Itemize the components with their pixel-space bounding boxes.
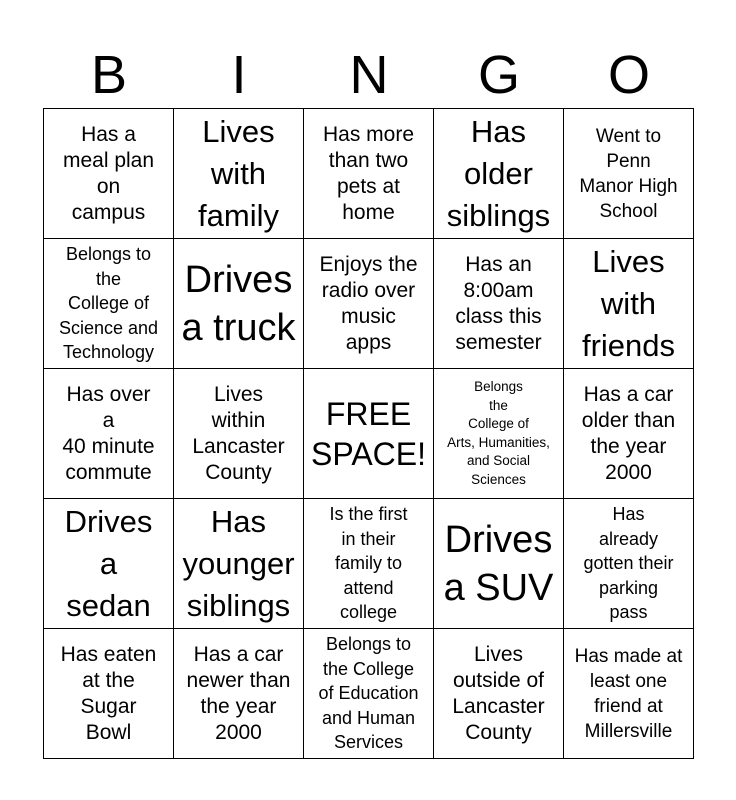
bingo-cell-r3c5[interactable] xyxy=(564,369,694,499)
bingo-cell-r4c4[interactable] xyxy=(434,499,564,629)
bingo-cell-r1c4[interactable] xyxy=(434,109,564,239)
bingo-cell-r3c4[interactable] xyxy=(434,369,564,499)
bingo-cell-r4c1[interactable] xyxy=(44,499,174,629)
cell-text: Has more than two pets at home xyxy=(322,122,415,224)
header-letter-b: B xyxy=(90,45,128,105)
bingo-cell-r2c1[interactable] xyxy=(44,239,174,369)
cell-text: Drives a truck xyxy=(181,258,296,349)
free-space-text: FREE SPACE! xyxy=(311,395,426,472)
cell-text: Has already gotten their parking pass xyxy=(583,504,674,623)
header-letter-g: G xyxy=(477,45,520,105)
header-letter-o: O xyxy=(607,45,650,105)
bingo-cell-r5c1[interactable] xyxy=(44,629,174,759)
bingo-cell-r2c5[interactable] xyxy=(564,239,694,369)
bingo-cell-r1c3[interactable] xyxy=(304,109,434,239)
cell-text: Has an 8:00am class this semester xyxy=(455,252,542,354)
header-letter-n: N xyxy=(349,45,389,105)
cell-text: Belongs the College of Arts, Humanities, and Social Sciences xyxy=(447,379,550,487)
cell-text: Has made at least one friend at Millersville xyxy=(574,645,683,742)
bingo-cell-r1c5[interactable] xyxy=(564,109,694,239)
cell-text: Belongs to the College of Science and Technology xyxy=(58,244,159,363)
cell-text: Lives with family xyxy=(198,113,279,233)
bingo-cell-r2c4[interactable] xyxy=(434,239,564,369)
cell-text: Lives with friends xyxy=(581,243,676,363)
bingo-cell-r5c4[interactable] xyxy=(434,629,564,759)
cell-text: Drives a sedan xyxy=(64,503,153,623)
cell-text: Has older siblings xyxy=(446,113,551,233)
cell-text: Belongs to the College of Education and Human Services xyxy=(318,634,419,753)
bingo-cell-r4c2[interactable] xyxy=(174,499,304,629)
bingo-cell-r3c1[interactable] xyxy=(44,369,174,499)
bingo-board xyxy=(43,108,694,759)
header-letter-i: I xyxy=(231,45,247,105)
bingo-cell-r1c2[interactable] xyxy=(174,109,304,239)
cell-text: Has younger siblings xyxy=(182,503,295,623)
cell-text: Drives a SUV xyxy=(443,518,554,609)
cell-text: Has eaten at the Sugar Bowl xyxy=(60,642,157,744)
bingo-header xyxy=(44,44,694,106)
cell-text: Has a meal plan on campus xyxy=(62,122,155,224)
bingo-cell-r2c3[interactable] xyxy=(304,239,434,369)
bingo-cell-r1c1[interactable] xyxy=(44,109,174,239)
cell-text: Has over a 40 minute commute xyxy=(62,382,155,484)
cell-text: Is the first in their family to attend college xyxy=(329,504,408,623)
bingo-cell-r5c3[interactable] xyxy=(304,629,434,759)
bingo-cell-r4c5[interactable] xyxy=(564,499,694,629)
bingo-cell-r5c2[interactable] xyxy=(174,629,304,759)
cell-text: Lives outside of Lancaster County xyxy=(452,642,545,744)
bingo-cell-free[interactable] xyxy=(304,369,434,499)
bingo-cell-r5c5[interactable] xyxy=(564,629,694,759)
cell-text: Enjoys the radio over music apps xyxy=(319,252,418,354)
bingo-cell-r3c2[interactable] xyxy=(174,369,304,499)
cell-text: Went to Penn Manor High School xyxy=(579,125,678,222)
cell-text: Lives within Lancaster County xyxy=(192,382,285,484)
bingo-cell-r4c3[interactable] xyxy=(304,499,434,629)
bingo-cell-r2c2[interactable] xyxy=(174,239,304,369)
cell-text: Has a car older than the year 2000 xyxy=(581,382,676,484)
cell-text: Has a car newer than the year 2000 xyxy=(186,642,291,744)
